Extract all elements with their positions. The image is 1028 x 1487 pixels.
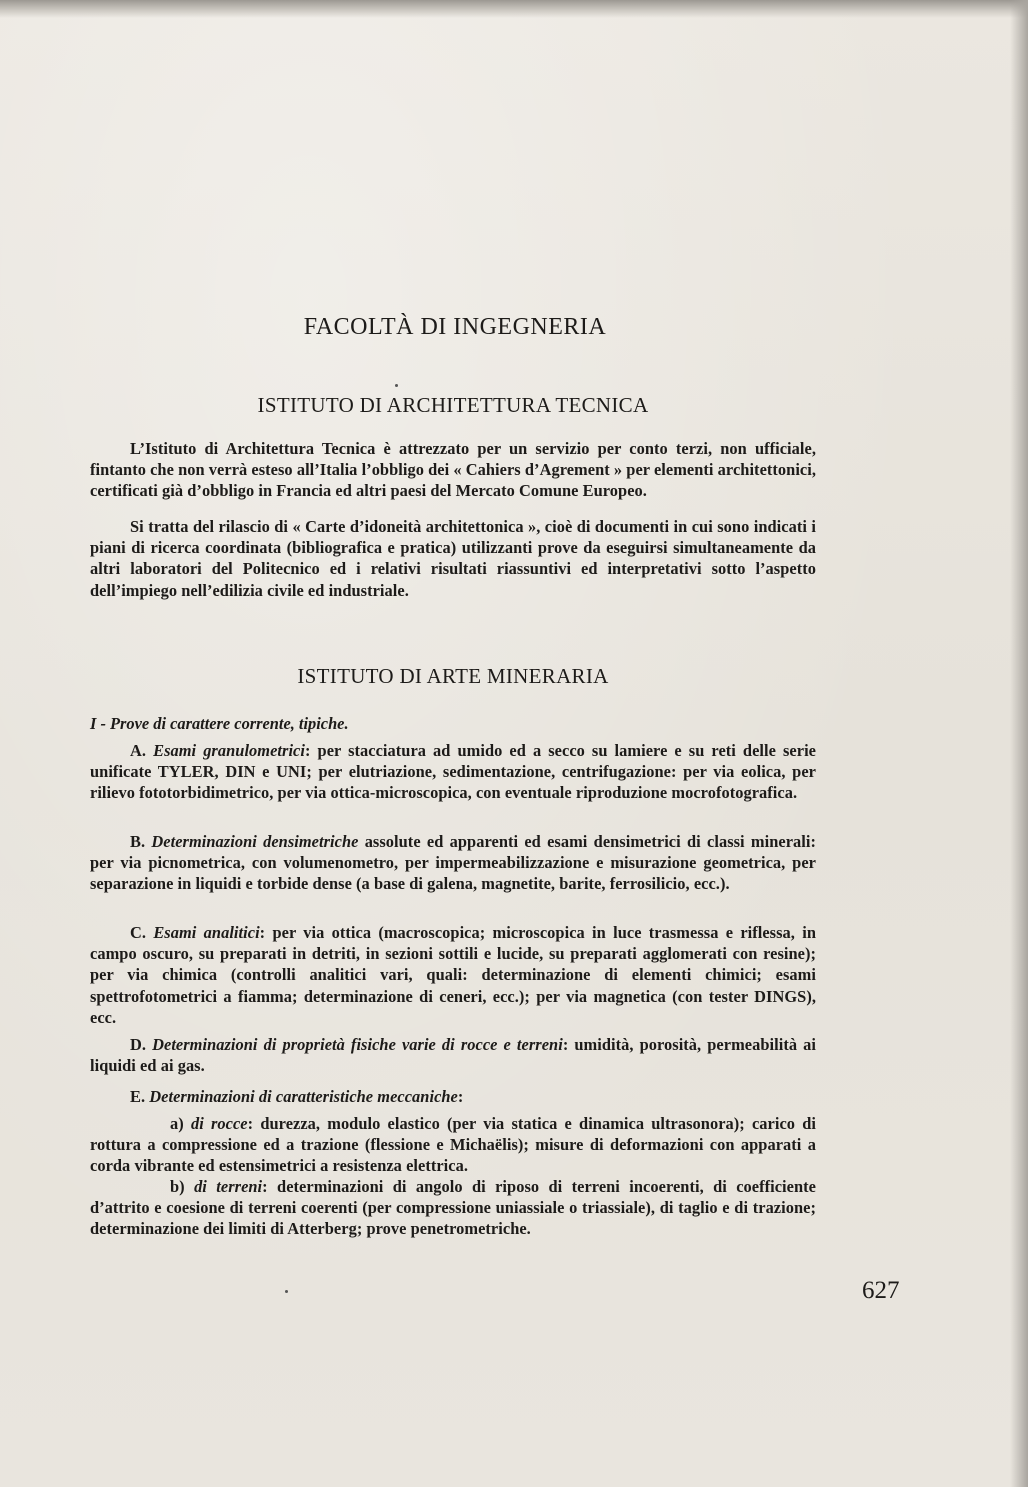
- item-e-a-text: : durezza, modulo elastico (per via statica e dinamica ultrasonora); carico di rottura a compressione ed a trazione (flessione e Michaëlis); misure di deformazioni con apparati a corda vibrante ed estensimetrici a resistenza elettrica.: [90, 1114, 816, 1176]
- item-e-b-letter: b): [170, 1177, 185, 1196]
- item-b-text: assolute ed apparenti ed esami densimetrici di classi minerali: per via picnometrica, con volumenometro, per impermeabilizzazione e misurazione geometrica, per separazione in liquidi e torbide dense (a base di galena, magnetite, barite, ferrosilicio, ecc.).: [90, 832, 816, 894]
- speck: [285, 1290, 288, 1293]
- scan-edge-right: [1010, 0, 1028, 1487]
- page-number: 627: [862, 1277, 900, 1304]
- item-e-b-text: : determinazioni di angolo di riposo di terreni incoerenti, di coefficiente d’attrito e coesione di terreni coerenti (per compressione uniassiale o triassiale), di taglio e di trazione; determinazione dei limiti di Atterberg; prove penetrometriche.: [90, 1177, 816, 1239]
- section-title-architettura: ISTITUTO DI ARCHITETTURA TECNICA: [257, 393, 649, 417]
- item-b-term: Determinazioni densimetriche: [151, 832, 359, 851]
- section-title-mineraria: ISTITUTO DI ARTE MINERARIA: [297, 664, 609, 688]
- mineraria-subheading: I - Prove di carattere corrente, tipiche.: [90, 714, 349, 733]
- item-a-letter: A.: [130, 741, 147, 760]
- speck: [395, 384, 398, 387]
- item-e-b: [90, 1176, 816, 1240]
- item-e-b-term: di terreni: [194, 1177, 263, 1196]
- item-e-letter: E.: [130, 1087, 146, 1106]
- architettura-paragraph-2: [90, 516, 816, 601]
- item-c-text: : per via ottica (macroscopica; microscopica in luce trasmessa e riflessa, in campo oscuro, su preparati in detriti, in sezioni sottili e lucide, su preparati agglomerati con resine); per via chimica (controlli analitici vari, quali: determinazione di elementi chimici; esami spettrofotometrici a fiamma; determinazione di ceneri, ecc.); per via magnetica (con tester DINGS), ecc.: [90, 923, 816, 1027]
- item-a: [90, 740, 816, 804]
- item-e-a-term: di rocce: [190, 1114, 248, 1133]
- item-d-letter: D.: [130, 1035, 147, 1054]
- architettura-p1-text: L’Istituto di Architettura Tecnica è attrezzato per un servizio per conto terzi, non ufficiale, fintanto che non verrà esteso all’Italia l’obbligo dei « Cahiers d’Agrement » per elementi architettonici, certificati già d’obbligo in Francia ed altri paesi del Mercato Comune Europeo.: [90, 439, 816, 501]
- item-e-a: [90, 1113, 816, 1177]
- item-a-text: : per stacciatura ad umido ed a secco su lamiere e su reti delle serie unificate TYLER, DIN e UNI; per elutriazione, sedimentazione, centrifugazione: per via eolica, per rilievo fototorbidimetrico, per via ottica-microscopica, con eventuale riproduzione mocrofotografica.: [90, 741, 816, 803]
- item-d-term: Determinazioni di proprietà fisiche varie di rocce e terreni: [152, 1035, 563, 1054]
- item-b: [90, 831, 816, 895]
- item-d-text: : umidità, porosità, permeabilità ai liquidi ed ai gas.: [90, 1035, 816, 1076]
- item-d: [90, 1034, 816, 1076]
- item-c-letter: C.: [130, 923, 147, 942]
- faculty-heading: FACOLTÀ DI INGEGNERIA: [303, 314, 607, 340]
- item-e-a-letter: a): [170, 1114, 184, 1133]
- item-c-term: Esami analitici: [153, 923, 260, 942]
- item-b-letter: B.: [130, 832, 146, 851]
- item-c: [90, 922, 816, 1028]
- architettura-paragraph-1: [90, 438, 816, 502]
- item-a-term: Esami granulometrici: [153, 741, 305, 760]
- item-e-term: Determinazioni di caratteristiche meccaniche: [149, 1087, 458, 1106]
- item-e-text: :: [457, 1087, 464, 1106]
- item-e: [90, 1086, 816, 1107]
- architettura-p2-text: Si tratta del rilascio di « Carte d’idoneità architettonica », cioè di documenti in cui sono indicati i piani di ricerca coordinata (bibliografica e pratica) utilizzanti prove da eseguirsi simultaneamente da altri laboratori del Politecnico ed i relativi risultati riassuntivi ed interpretativi sotto l’aspetto dell’impiego nell’edilizia civile ed industriale.: [90, 517, 816, 600]
- scan-edge-top: [0, 0, 1028, 18]
